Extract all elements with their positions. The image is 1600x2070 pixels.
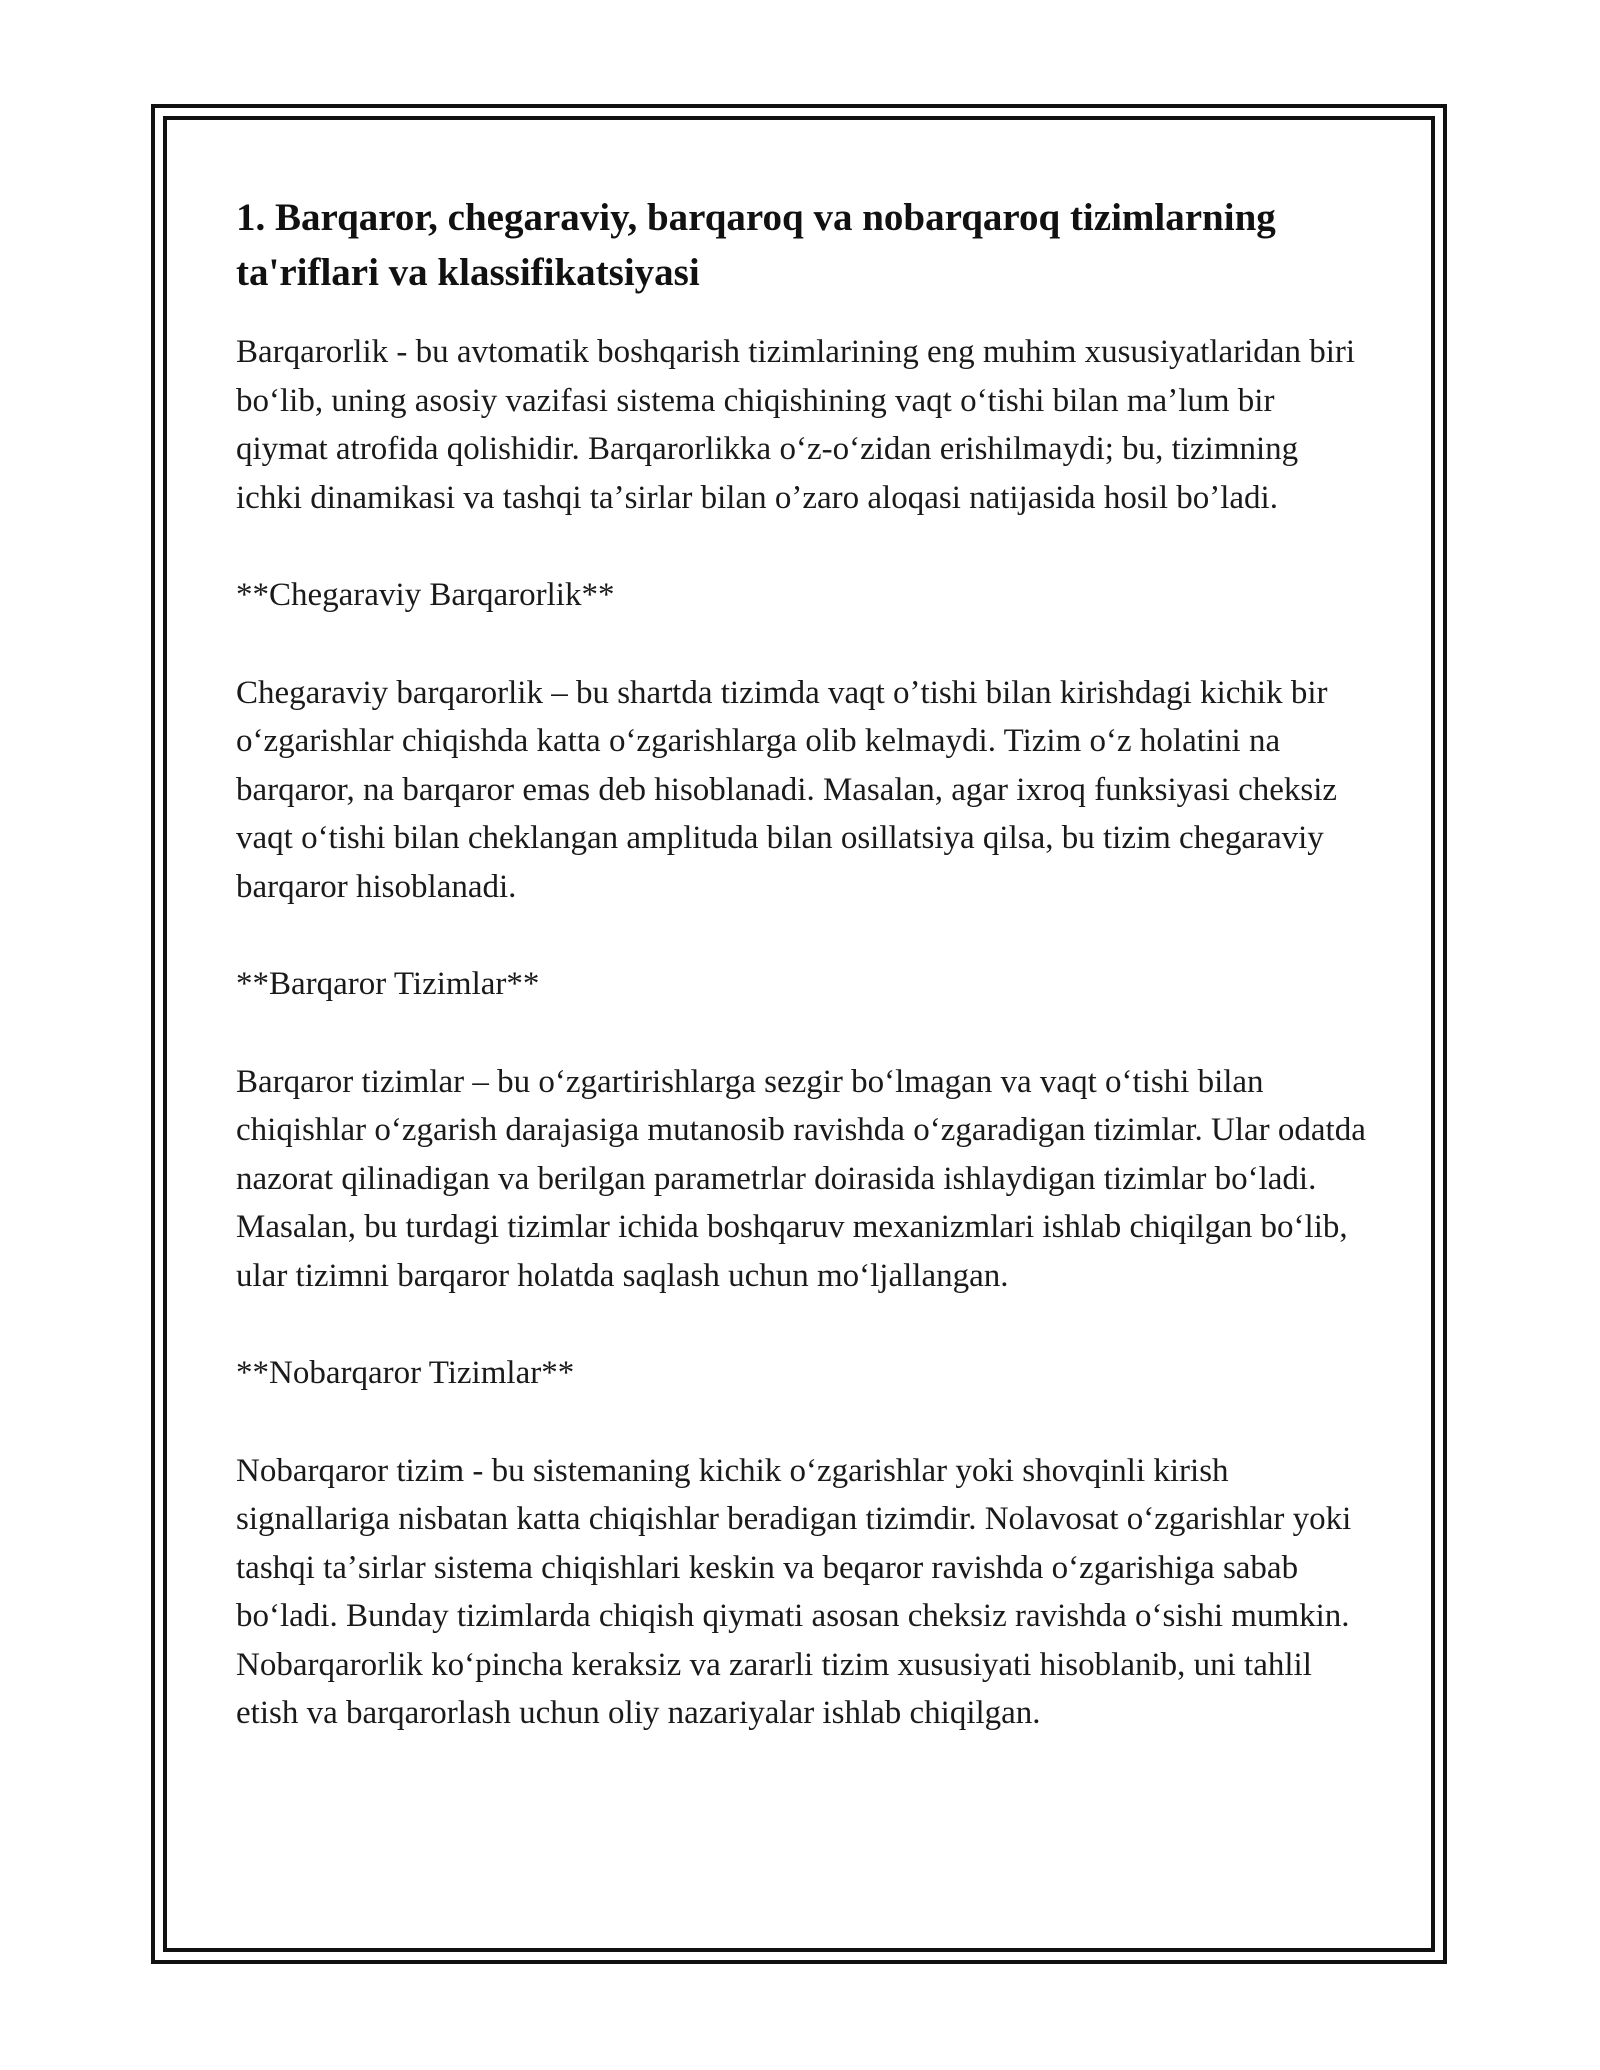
section-text-chegaraviy: Chegaraviy barqarorlik – bu shartda tizimda vaqt oʼtishi bilan kirishdagi kichik bir oʻzgarishlar chiqishda katta oʻzgarishlarga olib kelmaydi. Tizim oʻz holatini na barqaror, na barqaror emas deb hisoblanadi. Masalan, agar ixroq funksiyasi cheksiz vaqt oʻtishi bilan cheklangan amplituda bilan osillatsiya qilsa, bu tizim chegaraviy barqaror hisoblanadi.: [236, 674, 1338, 905]
section-text-nobarqaror: Nobarqaror tizim - bu sistemaning kichik oʻzgarishlar yoki shovqinli kirish signallariga nisbatan katta chiqishlar beradigan tizimdir. Nolavosat oʻzgarishlar yoki tashqi taʼsirlar sistema chiqishlari keskin va beqaror ravishda oʻzgarishiga sabab boʻladi. Bunday tizimlarda chiqish qiymati asosan cheksiz ravishda oʻsishi mumkin. Nobarqarorlik koʻpincha keraksiz va zararli tizim xususiyati hisoblanib, uni tahlil etish va barqarorlash uchun oliy nazariyalar ishlab chiqilgan.: [236, 1452, 1352, 1731]
document-body: [236, 190, 1366, 1787]
section-heading-chegaraviy: **Chegaraviy Barqarorlik**: [236, 577, 615, 613]
intro-paragraph: Barqarorlik - bu avtomatik boshqarish tizimlarining eng muhim xususiyatlaridan biri boʻlib, uning asosiy vazifasi sistema chiqishining vaqt oʻtishi bilan maʼlum bir qiymat atrofida qolishidir. Barqarorlikka oʻz-oʻzidan erishilmaydi; bu, tizimning ichki dinamikasi va tashqi taʼsirlar bilan oʼzaro aloqasi natijasida hosil boʼladi.: [236, 334, 1356, 516]
section-heading-barqaror: **Barqaror Tizimlar**: [236, 966, 540, 1002]
document-title: 1. Barqaror, chegaraviy, barqaroq va nobarqaroq tizimlarning ta'riflari va klassifikatsiyasi: [236, 196, 1276, 294]
section-heading-nobarqaror: **Nobarqaror Tizimlar**: [236, 1355, 575, 1391]
section-text-barqaror: Barqaror tizimlar – bu oʻzgartirishlarga sezgir boʻlmagan va vaqt oʻtishi bilan chiqishlar oʻzgarish darajasiga mutanosib ravishda oʻzgaradigan tizimlar. Ular odatda nazorat qilinadigan va berilgan parametrlar doirasida ishlaydigan tizimlar boʻladi. Masalan, bu turdagi tizimlar ichida boshqaruv mexanizmlari ishlab chiqilgan boʻlib, ular tizimni barqaror holatda saqlash uchun moʻljallangan.: [236, 1063, 1366, 1294]
